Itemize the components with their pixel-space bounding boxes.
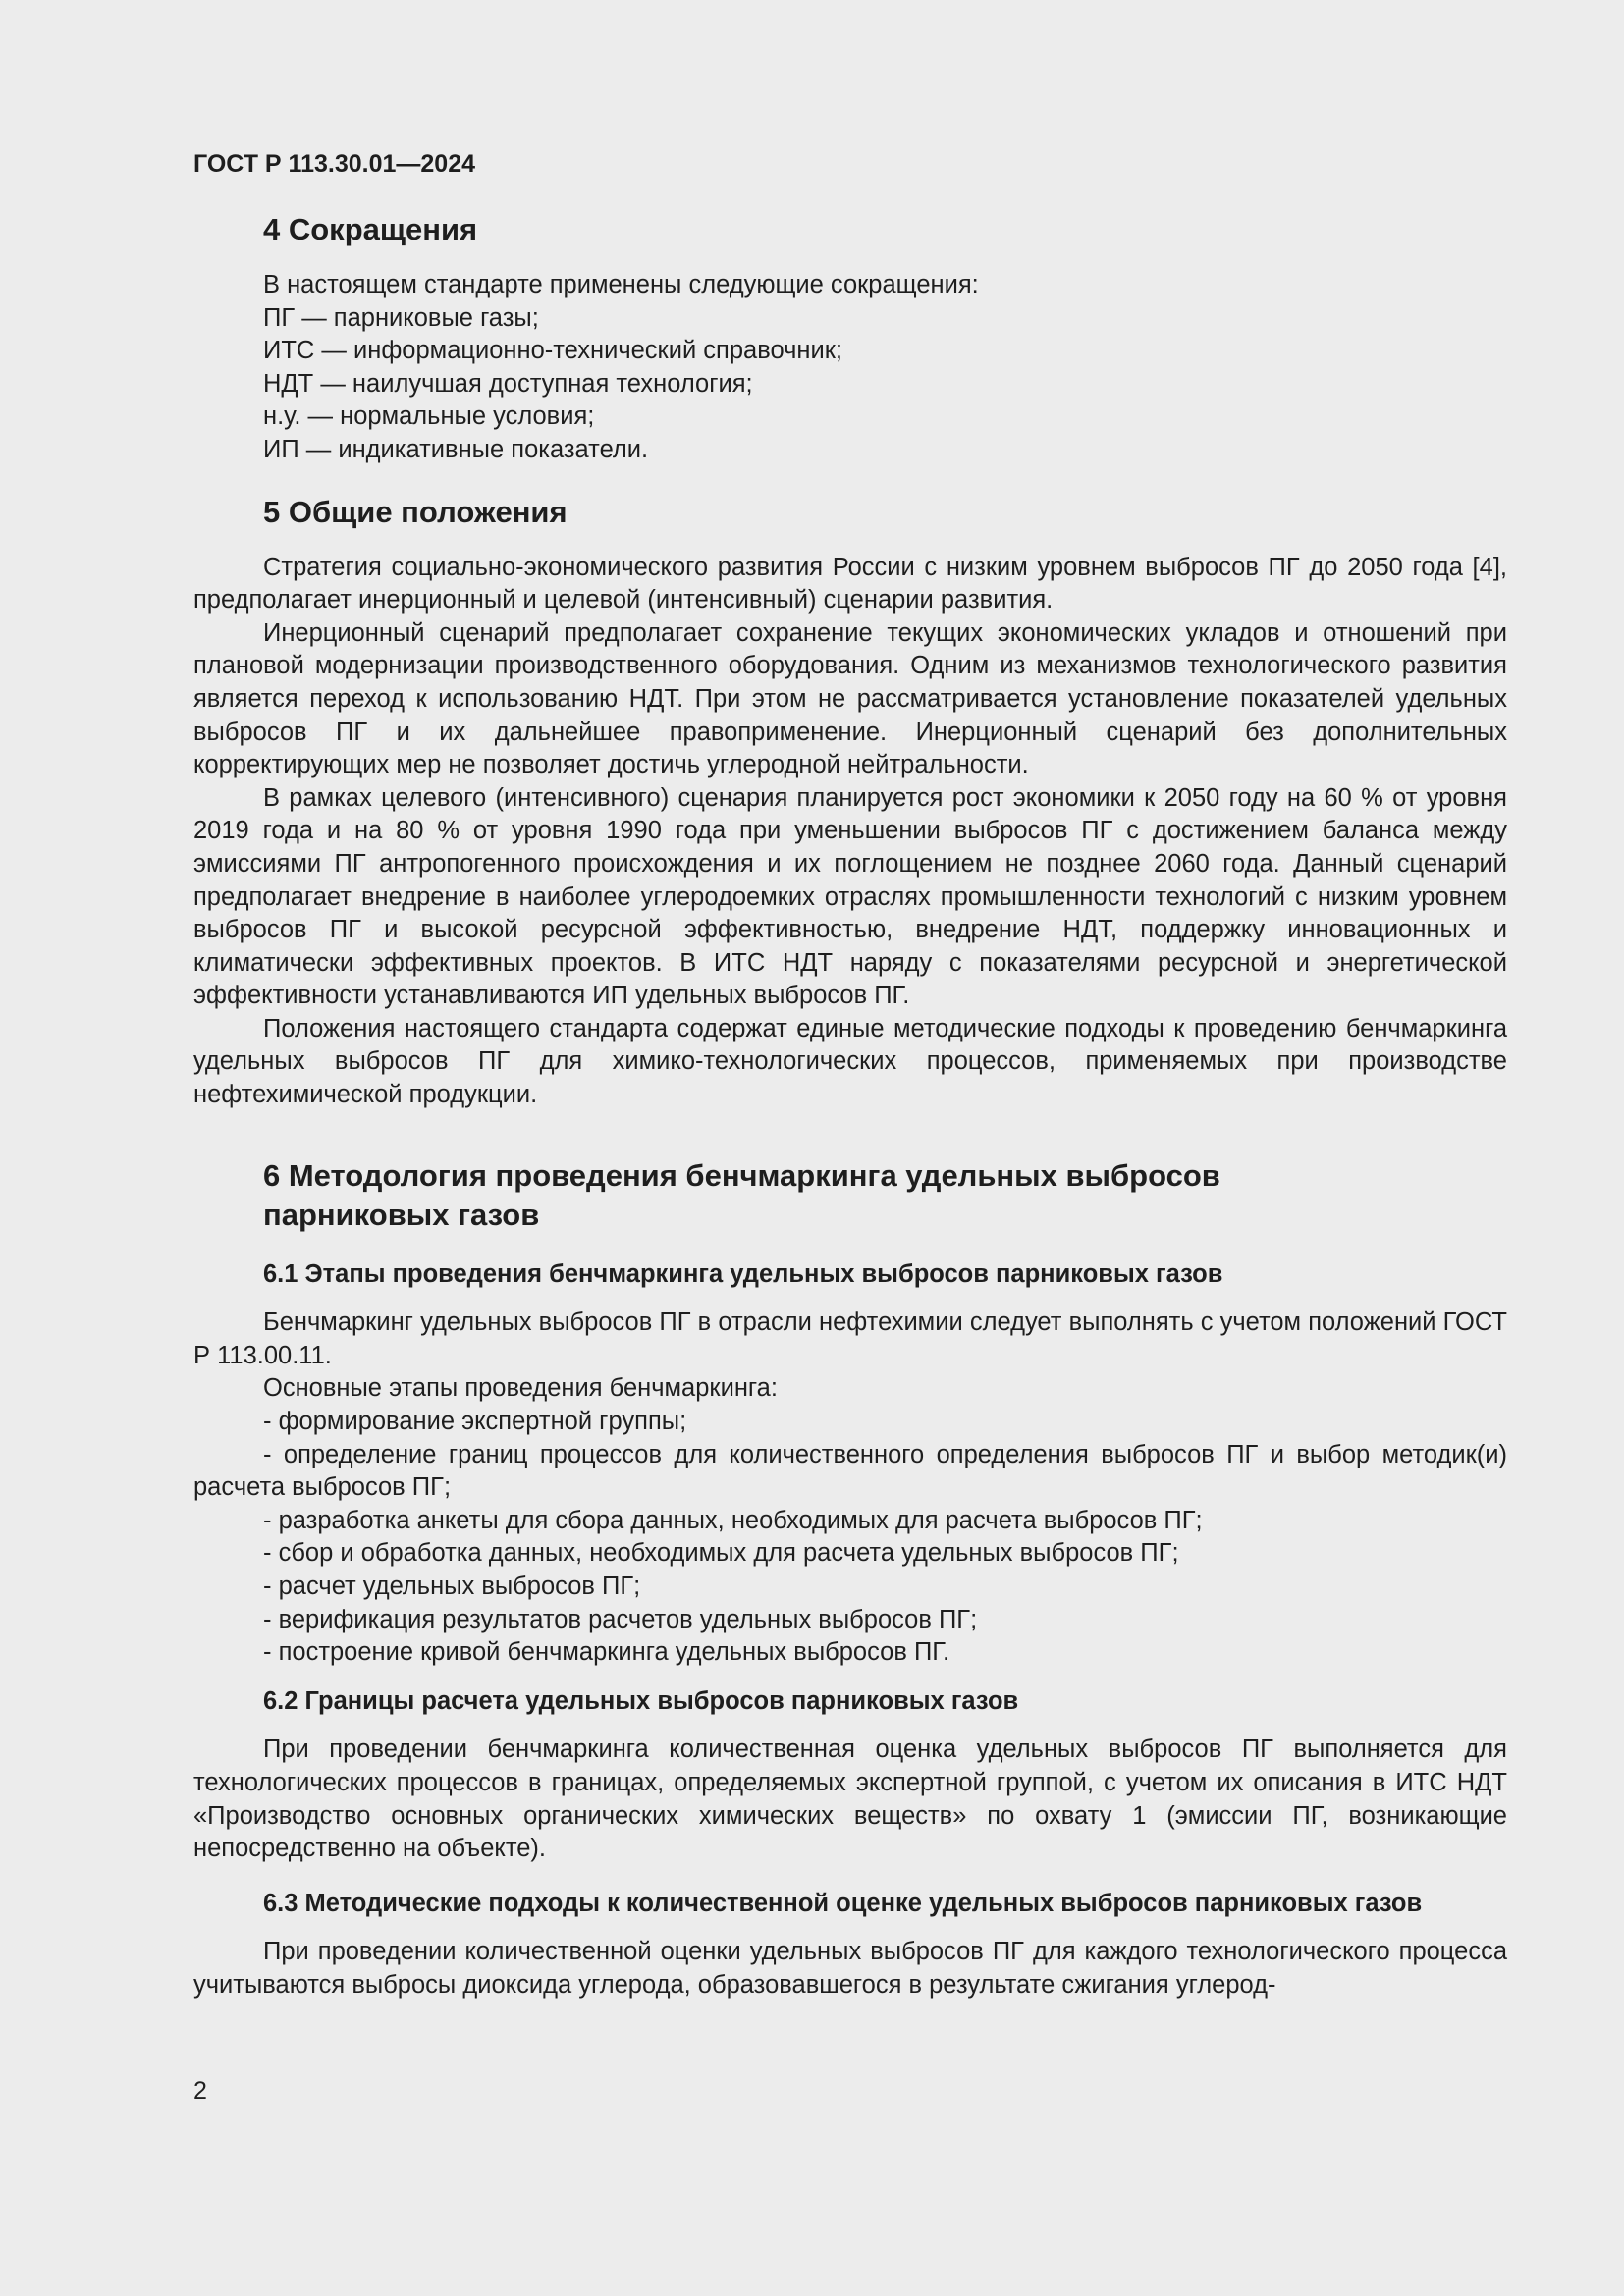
benchmark-step: - построение кривой бенчмаркинга удельных выбросов ПГ. xyxy=(263,1638,950,1667)
benchmark-step: - формирование экспертной группы; xyxy=(263,1408,687,1436)
subsection-6-3-paragraph: При проведении количественной оценки удельных выбросов ПГ для каждого технологического процесса учитываются выбросы диоксида углерода, образовавшегося в результате сжигания углерод- xyxy=(193,1938,1507,1999)
abbreviation-item: ПГ — парниковые газы; xyxy=(263,303,539,332)
section-5-paragraph: Положения настоящего стандарта содержат единые методические подходы к проведению бенчмаркинга удельных выбросов ПГ для химико-технологических процессов, применяемых при производстве нефтехимической продукции. xyxy=(193,1014,1507,1109)
subsection-6-1-title: 6.1 Этапы проведения бенчмаркинга удельных выбросов парниковых газов xyxy=(263,1259,1223,1288)
section-5-paragraph: В рамках целевого (интенсивного) сценария планируется рост экономики к 2050 году на 60 % от уровня 2019 года и на 80 % от уровня 1990 года при уменьшении выбросов ПГ с достижением баланса между эмиссиями ПГ антропогенного происхождения и их поглощением не позднее 2060 года. Данный сценарий предполагает внедрение в наиболее углеродоемких отраслях промышленности технологий с низким уровнем выбросов ПГ и высокой ресурсной эффективностью, внедрение НДТ, поддержку инновационных и климатически эффективных проектов. В ИТС НДТ наряду с показателями ресурсной и энергетической эффективности устанавливаются ИП удельных выбросов ПГ. xyxy=(193,783,1507,1010)
section-6-title xyxy=(193,1156,1507,1235)
abbreviations-intro: В настоящем стандарте применены следующие сокращения: xyxy=(263,271,979,298)
subsection-6-2-title: 6.2 Границы расчета удельных выбросов парниковых газов xyxy=(263,1686,1019,1715)
subsection-6-1-steps-intro: Основные этапы проведения бенчмаркинга: xyxy=(263,1374,778,1403)
benchmark-step: - сбор и обработка данных, необходимых для расчета удельных выбросов ПГ; xyxy=(263,1539,1179,1568)
document-page xyxy=(193,147,1507,2002)
document-code-header: ГОСТ Р 113.30.01—2024 xyxy=(193,150,476,178)
abbreviation-item: н.у. — нормальные условия; xyxy=(263,402,595,431)
section-5-paragraph: Стратегия социально-экономического развития России с низким уровнем выбросов ПГ до 2050 года [4], предполагает инерционный и целевой (интенсивный) сценарии развития. xyxy=(193,553,1507,614)
benchmark-step: - определение границ процессов для количественного определения выбросов ПГ и выбор методик(и) расчета выбросов ПГ; xyxy=(193,1440,1507,1502)
abbreviation-item: НДТ — наилучшая доступная технология; xyxy=(263,369,753,398)
subsection-6-2-paragraph: При проведении бенчмаркинга количественная оценка удельных выбросов ПГ выполняется для технологических процессов в границах, определяемых экспертной группой, с учетом их описания в ИТС НДТ «Производство основных органических химических веществ» по охвату 1 (эмиссии ПГ, возникающие непосредственно на объекте). xyxy=(193,1735,1507,1863)
page-number: 2 xyxy=(193,2077,207,2105)
section-5-paragraph: Инерционный сценарий предполагает сохранение текущих экономических укладов и отношений при плановой модернизации производственного оборудования. Одним из механизмов технологического развития является переход к использованию НДТ. При этом не рассматривается установление показателей удельных выбросов ПГ и их дальнейшее правоприменение. Инерционный сценарий без дополнительных корректирующих мер не позволяет достичь углеродной нейтральности. xyxy=(193,618,1507,779)
subsection-6-1-paragraph: Бенчмаркинг удельных выбросов ПГ в отрасли нефтехимии следует выполнять с учетом положений ГОСТ Р 113.00.11. xyxy=(193,1308,1507,1369)
section-4-title: 4 Сокращения xyxy=(263,212,478,246)
benchmark-step: - верификация результатов расчетов удельных выбросов ПГ; xyxy=(263,1605,978,1633)
benchmark-step: - расчет удельных выбросов ПГ; xyxy=(263,1573,641,1600)
abbreviation-item: ИТС — информационно-технический справочник; xyxy=(263,337,842,365)
abbreviation-item: ИП — индикативные показатели. xyxy=(263,435,649,463)
section-6-title-line-2: парниковых газов xyxy=(263,1197,540,1232)
section-6-title-line-1: 6 Методология проведения бенчмаркинга удельных выбросов xyxy=(263,1157,1220,1193)
subsection-6-3-title: 6.3 Методические подходы к количественной оценке удельных выбросов парниковых газов xyxy=(263,1889,1423,1917)
section-5-title: 5 Общие положения xyxy=(263,494,568,529)
benchmark-step: - разработка анкеты для сбора данных, необходимых для расчета выбросов ПГ; xyxy=(263,1506,1203,1534)
